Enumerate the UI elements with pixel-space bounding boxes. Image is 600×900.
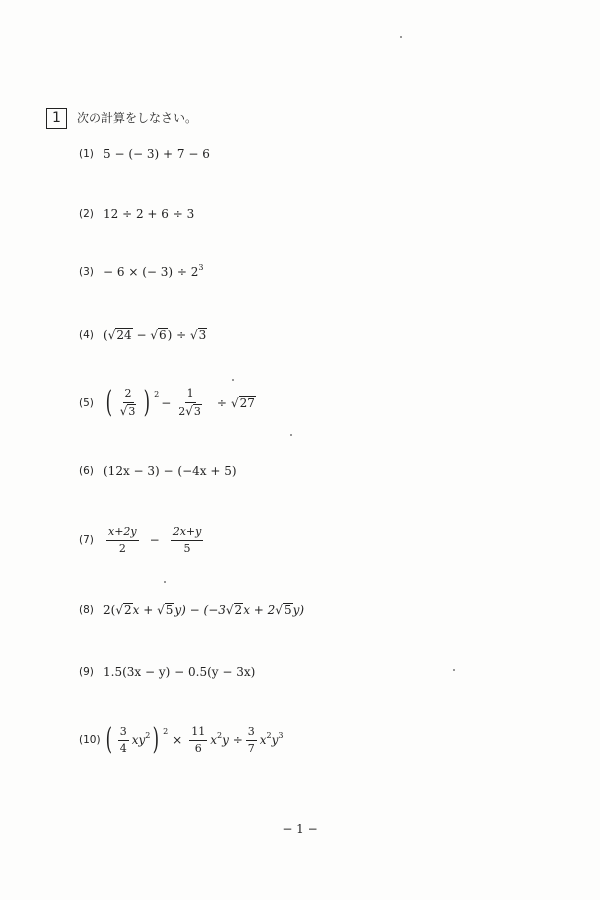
fraction: $\frac{11}{6}$	[191, 724, 206, 755]
exponent: 3	[198, 262, 204, 272]
fraction: $\frac{x+2y}{2}$	[108, 524, 137, 555]
problem-number: (7)	[79, 534, 94, 546]
problem-9	[79, 652, 255, 692]
section-instruction: 次の計算をしなさい。	[77, 111, 198, 125]
expression-part: −	[132, 328, 151, 342]
operator: −	[161, 396, 172, 410]
problem-8	[79, 590, 304, 630]
expression-part: − 6 × (− 3) ÷ 2	[103, 265, 199, 279]
scan-speck	[164, 581, 166, 583]
problem-expression: 12 ÷ 2 + 6 ÷ 3	[103, 207, 195, 221]
problem-number: (6)	[79, 465, 94, 477]
problem-expression	[103, 328, 207, 342]
problem-5	[79, 383, 256, 423]
left-paren: (	[105, 385, 113, 420]
problem-expression	[103, 262, 204, 279]
operator: ×	[172, 733, 183, 747]
problem-3	[79, 252, 203, 292]
problem-number: (9)	[79, 666, 94, 678]
problem-4	[79, 315, 207, 355]
scan-speck	[400, 36, 402, 38]
exponent: 2	[163, 726, 169, 736]
expression-part: ) ÷	[167, 328, 190, 342]
problem-7	[79, 520, 206, 560]
expression-part: (	[103, 328, 108, 342]
problem-number: (4)	[79, 329, 94, 341]
fraction: $\frac{2x+y}{5}$	[172, 524, 202, 555]
problem-number: (10)	[79, 734, 101, 746]
problem-expression: (12x − 3) − (−4x + 5)	[103, 464, 237, 478]
operator: ÷	[216, 396, 227, 410]
fraction: 2 √ 3	[119, 387, 136, 418]
problem-expression: 5 − (− 3) + 7 − 6	[103, 147, 210, 161]
square-root: √ 3	[189, 328, 207, 342]
fraction: $\frac{3}{4}$	[119, 724, 127, 755]
problem-10	[79, 720, 284, 760]
square-root: √ 6	[150, 328, 167, 342]
scan-speck	[290, 434, 292, 436]
left-paren: (	[105, 722, 113, 757]
problem-2	[79, 194, 194, 234]
problem-number: (8)	[79, 604, 94, 616]
problem-expression: ( $\frac{3}{4}$ xy 2 ) 2 × $\frac{11}{6}$ x 2 y ÷ $\frac{3}{7}$ x 2 y 3	[105, 722, 284, 757]
square-root: √ 24	[107, 328, 132, 342]
problem-expression	[103, 525, 206, 556]
scan-speck	[232, 379, 234, 381]
problem-number: (3)	[79, 266, 94, 278]
problem-expression: 1.5(3x − y) − 0.5(y − 3x)	[103, 665, 256, 679]
problem-expression	[103, 387, 256, 419]
scan-speck	[453, 669, 455, 671]
page-number: − 1 −	[282, 822, 318, 836]
problem-1	[79, 134, 210, 174]
right-paren: )	[144, 385, 151, 420]
fraction: $\frac{3}{7}$	[247, 724, 255, 755]
problem-6	[79, 451, 237, 491]
operator: −	[149, 533, 160, 547]
exponent: 2	[154, 389, 160, 399]
problem-expression: 2( √ 2 x + √ 5 y) − (−3 √ 2 x + 2 √ 5 y)	[103, 603, 305, 617]
problem-number: (2)	[79, 208, 94, 220]
problem-number: (1)	[79, 148, 94, 160]
fraction: 1 2 √ 3	[178, 387, 201, 418]
problem-number: (5)	[79, 397, 94, 409]
section-number-box: 1	[46, 108, 67, 129]
square-root: √ 27	[230, 396, 255, 410]
right-paren: )	[152, 722, 160, 757]
